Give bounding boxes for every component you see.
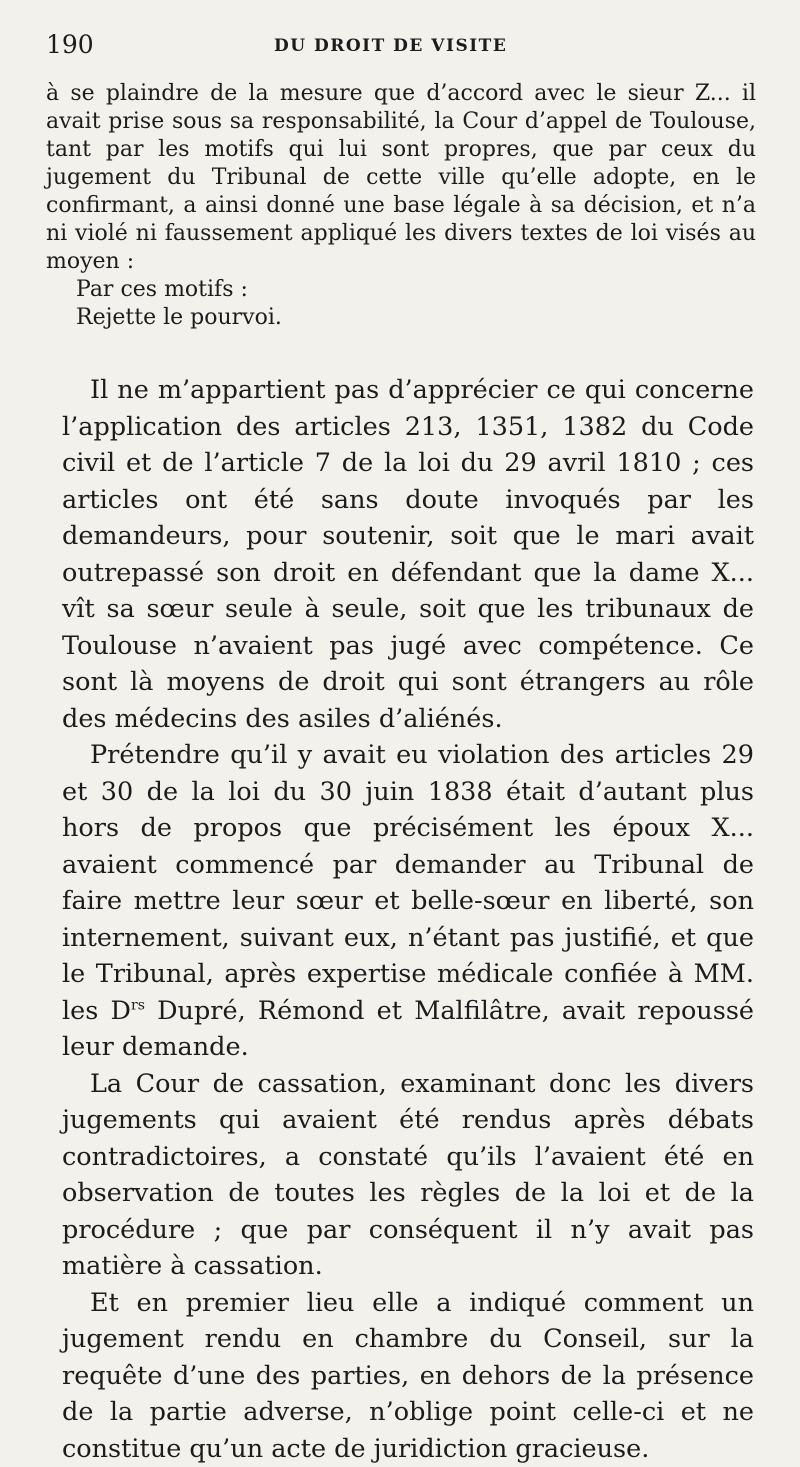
paragraph-1: Il ne m’appartient pas d’apprécier ce qui concerne l’application des articles 213, 1351, 1382 du Code civil et de l’article 7 de la loi du 29 avril 1810 ; ces articles ont été sans doute invoqués par les demandeurs, pour soutenir, soit que le mari avait outrepassé son droit en défendant que la dame X... vît sa sœur seule à seule, soit que les tribunaux de Toulouse n’avaient pas jugé avec compétence. Ce sont là moyens de droit qui sont étrangers au rôle des médecins des asiles d’aliénés.: [62, 372, 754, 737]
commentary: [62, 372, 754, 1467]
judgment-paragraph: à se plaindre de la mesure que d’accord avec le sieur Z... il avait prise sous sa responsabilité, la Cour d’appel de Toulouse, tant par les motifs qui lui sont propres, que par ceux du jugement du Tribunal de cette ville qu’elle adopte, en le confirmant, a ainsi donné une base légale à sa décision, et n’a ni violé ni faussement appliqué les divers textes de loi visés au moyen :: [46, 80, 756, 276]
paragraph-4: Et en premier lieu elle a indiqué comment un jugement rendu en chambre du Conseil, sur la requête d’une des parties, en dehors de la présence de la partie adverse, n’oblige point celle-ci et ne constitue qu’un acte de juridiction gracieuse.: [62, 1285, 754, 1467]
page-number: 190: [46, 30, 94, 59]
paragraph-2-text-a: Prétendre qu’il y avait eu violation des articles 29 et 30 de la loi du 30 juin 1838 était d’autant plus hors de propos que précisément les époux X... avaient commencé par demander au Tribunal de faire mettre leur sœur et belle-sœur en liberté, son internement, suivant eux, n’étant pas justifié, et que le Tribunal, après expertise médicale confiée à MM. les D: [62, 740, 754, 1026]
judgment-motifs: Par ces motifs :: [46, 276, 756, 304]
quoted-judgment: [46, 80, 756, 332]
paragraph-2: [62, 737, 754, 1066]
page-header: [46, 30, 746, 64]
paragraph-2-superscript: rs: [131, 997, 145, 1013]
running-title: DU DROIT DE VISITE: [274, 36, 507, 56]
paragraph-2-text-b: Dupré, Rémond et Malfilâtre, avait repoussé leur demande.: [62, 996, 754, 1063]
judgment-decision: Rejette le pourvoi.: [46, 304, 756, 332]
paragraph-3: La Cour de cassation, examinant donc les divers jugements qui avaient été rendus après débats contradictoires, a constaté qu’ils l’avaient été en observation de toutes les règles de la loi et de la procédure ; que par conséquent il n’y avait pas matière à cassation.: [62, 1066, 754, 1285]
